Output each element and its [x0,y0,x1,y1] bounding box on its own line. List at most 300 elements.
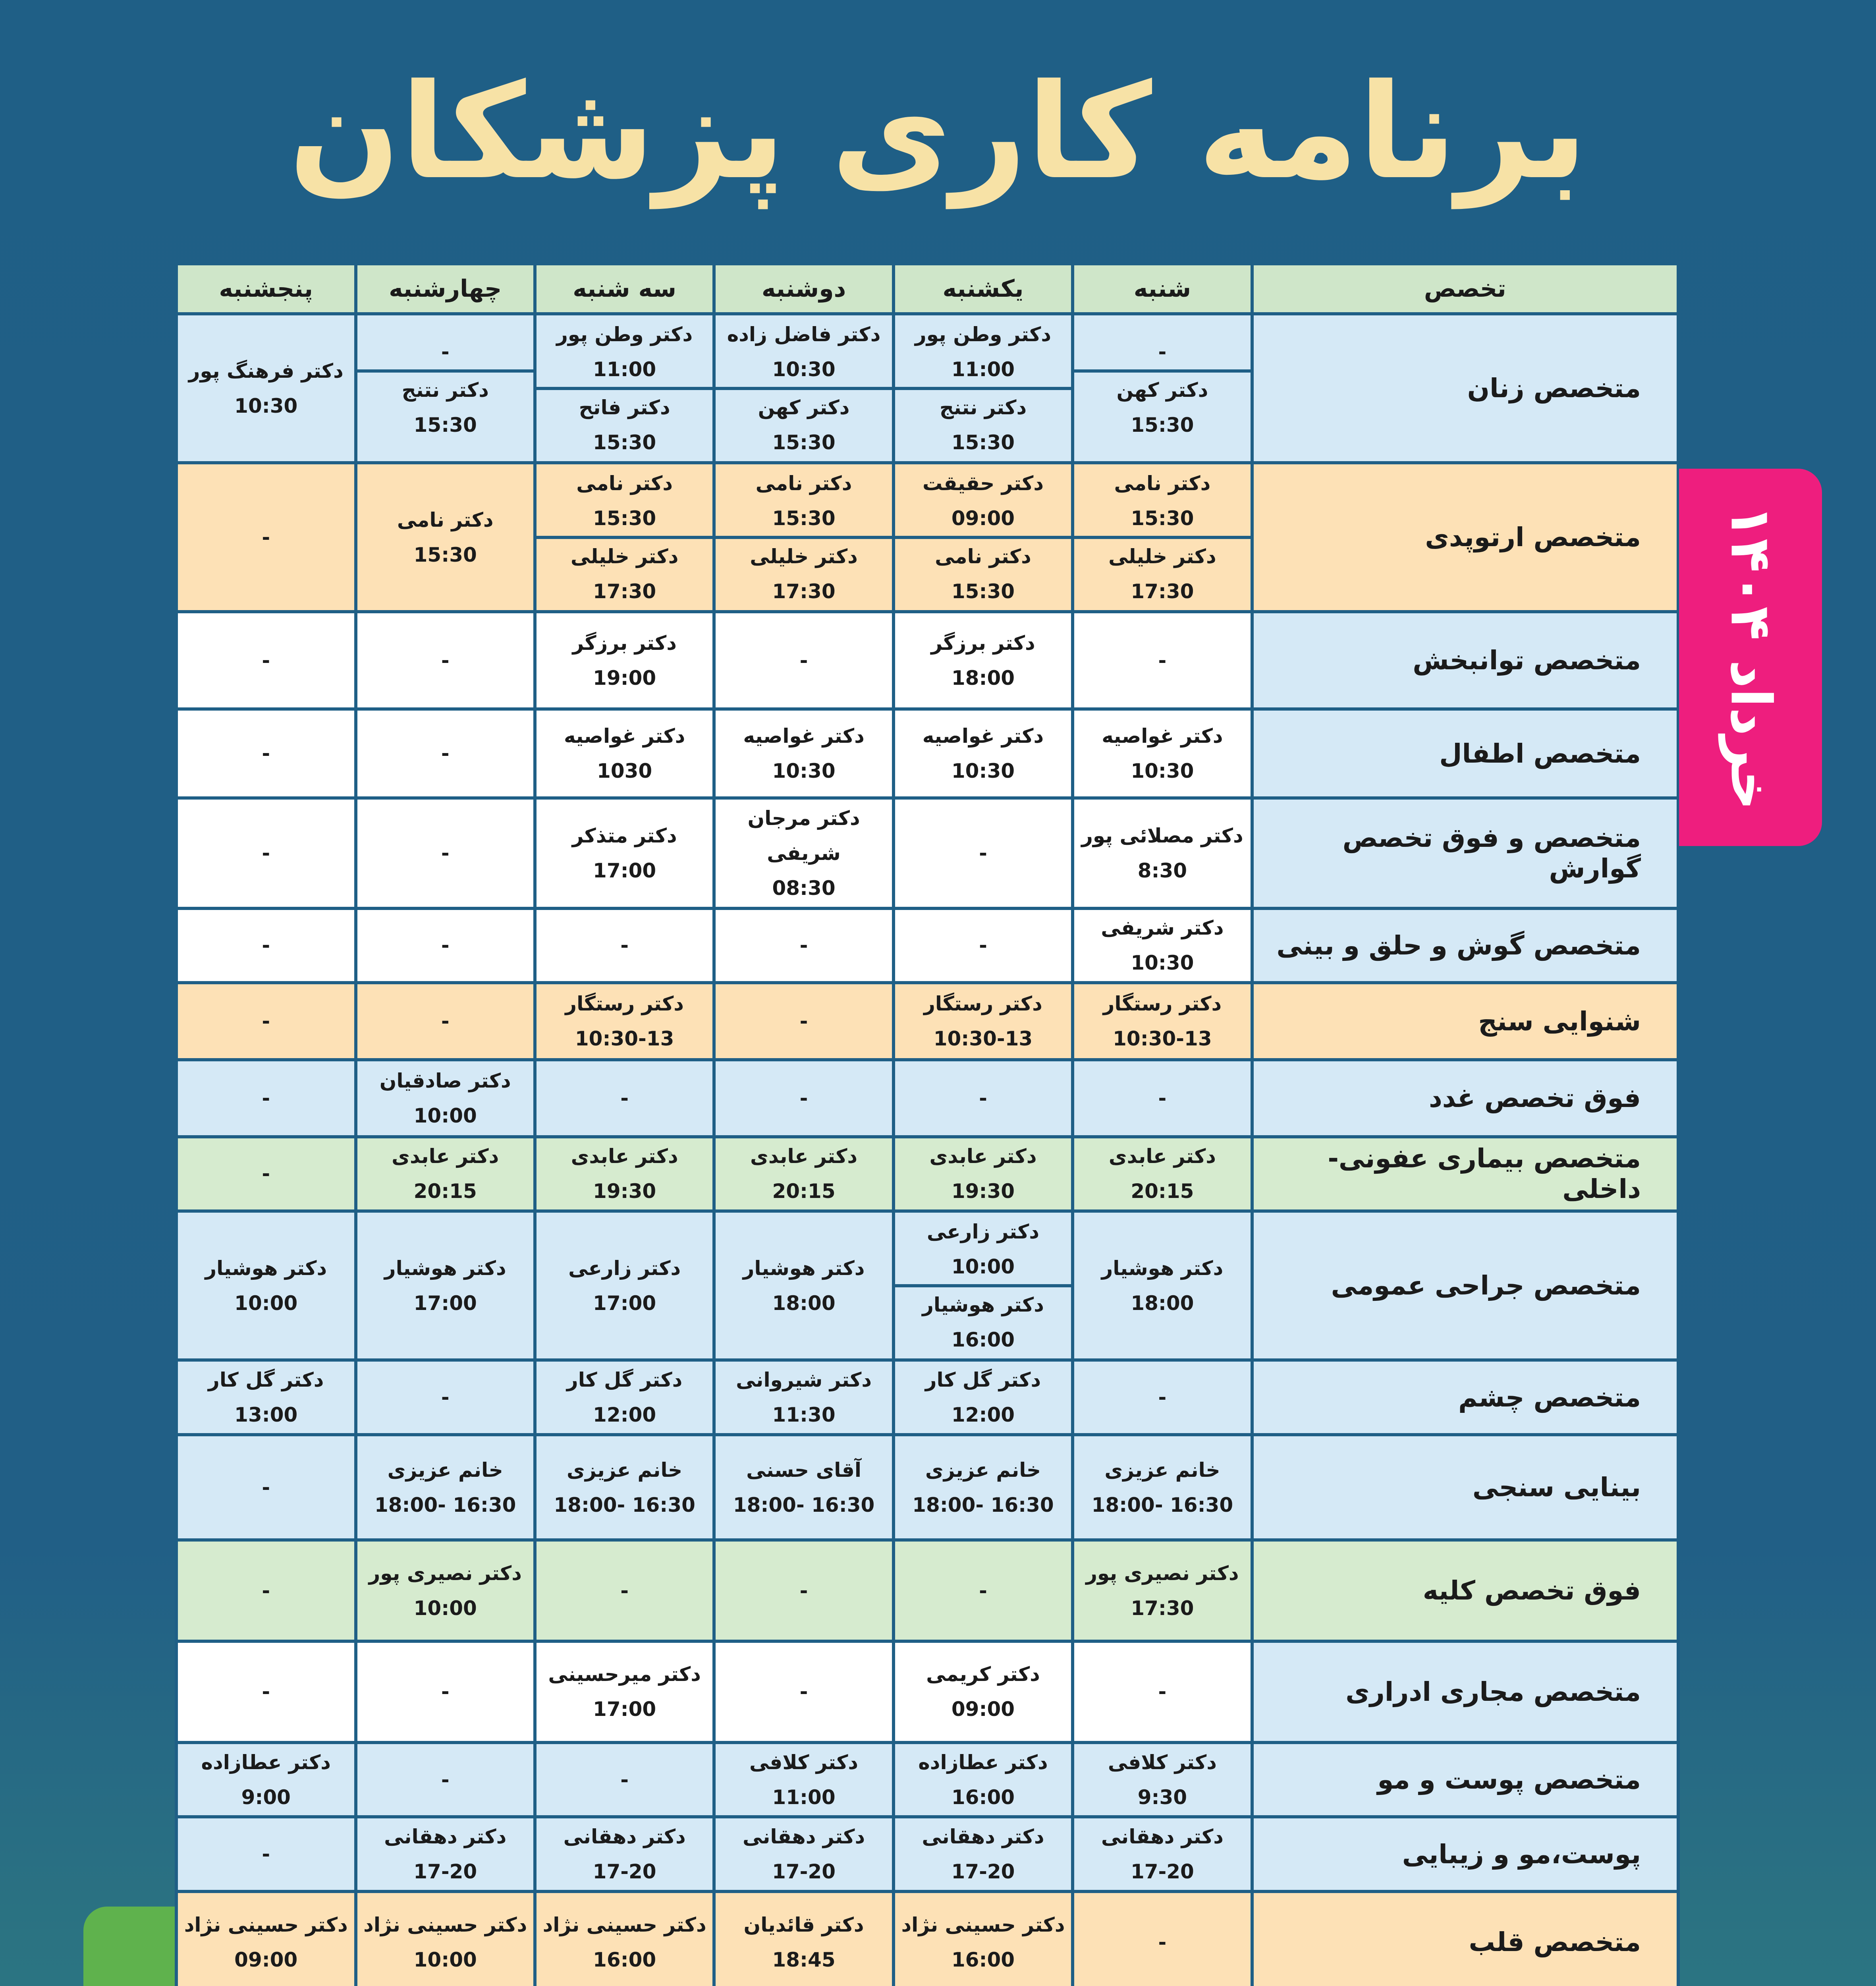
cell-line: دکتر نامی [576,471,673,495]
cell-line: - [262,649,270,672]
cell-line: خانم عزیزی [925,1458,1041,1482]
cell-line: 15:30 [1131,413,1194,437]
day-cell [894,1540,1073,1641]
day-cell [176,1641,356,1743]
header-row [176,264,1678,314]
day-cell [535,1743,714,1817]
day-cell [714,1435,893,1540]
cell-line: 16:00 [593,1948,656,1971]
cell-line: 10:30 [1131,759,1194,783]
cell-line: - [979,1086,987,1110]
cell-line: 17-20 [772,1860,836,1884]
cell-line: 17:30 [772,580,836,603]
day-cell [176,612,356,709]
day-cell [1073,908,1252,983]
cell-line: 15:30 [772,431,836,454]
day-cell [714,908,893,983]
day-cell [535,1540,714,1641]
cell-line: دکتر رستگار [924,992,1042,1016]
cell-line: - [979,934,987,957]
specialty-cell: متخصص توانبخش [1252,612,1678,709]
cell-line: دکتر غواصیه [743,724,865,748]
day-cell [894,709,1073,798]
cell-line: 10:00 [413,1596,477,1620]
cell-line: 16:00 [951,1328,1015,1351]
cell-line: 16:30 -18:00 [1091,1493,1233,1517]
cell-line: دکتر کریمی [926,1663,1040,1686]
specialty-cell: متخصص بیماری عفونی- داخلی [1252,1137,1678,1211]
cell-line: - [441,649,450,672]
cell-line: دکتر دهقانی [384,1825,507,1849]
cell-line: دکتر عابدی [750,1145,858,1168]
schedule-row [176,1060,1678,1137]
cell-line: - [799,934,808,957]
cell-line: دکتر رستگار [565,992,684,1016]
day-cell [356,1211,535,1360]
cell-line: دکتر شریفی [1101,916,1224,940]
day-cell [894,463,1073,612]
day-cell [176,983,356,1060]
specialty-cell: متخصص پوست و مو [1252,1743,1678,1817]
day-cell [535,709,714,798]
day-cell [356,983,535,1060]
cell-line: دکتر دهقانی [922,1825,1044,1849]
cell-line: - [262,1162,270,1186]
day-cell [176,1540,356,1641]
cell-line: 19:30 [593,1180,656,1203]
day-cell [176,908,356,983]
day-cell [894,1060,1073,1137]
cell-line: - [799,1680,808,1704]
cell-line: - [441,340,450,363]
cell-line: 11:00 [772,1785,836,1809]
day-cell [894,1435,1073,1540]
day-cell [1073,1060,1252,1137]
cell-line: 10:30 [772,357,836,381]
day-cell [356,709,535,798]
cell-line: 17-20 [951,1860,1015,1884]
cell-line: دکتر خلیلی [1074,536,1250,574]
cell-line: 16:30 -18:00 [733,1493,875,1517]
cell-line: آقای حسنی [746,1458,861,1482]
cell-line: دکتر حسینی نژاد [363,1913,527,1936]
cell-line: - [799,1010,808,1033]
cell-line: 15:30 [772,506,836,530]
cell-line: - [620,934,629,957]
cell-line: دکتر نتنج [895,387,1071,425]
schedule-row [176,314,1678,463]
cell-line: - [441,742,450,765]
cell-line: - [979,1579,987,1602]
cell-line: 18:00 [772,1291,836,1315]
day-cell [894,983,1073,1060]
day-cell [535,908,714,983]
cell-line: 9:00 [241,1785,291,1809]
schedule-row [176,463,1678,612]
day-cell [1073,463,1252,612]
schedule-row [176,1435,1678,1540]
specialty-cell: فوق تخصص غدد [1252,1060,1678,1137]
cell-line: دکتر غواصیه [564,724,685,748]
cell-line: دکتر حسینی نژاد [542,1913,706,1936]
cell-line: - [262,525,270,549]
day-cell [1073,1817,1252,1891]
cell-line: 19:30 [951,1180,1015,1203]
day-cell [1073,1211,1252,1360]
cell-line: 12:00 [951,1403,1015,1427]
day-cell [714,612,893,709]
cell-line: دکتر فاتح [537,387,712,425]
cell-line: دکتر عابدی [571,1145,678,1168]
cell-line: خانم عزیزی [1104,1458,1220,1482]
cell-line: - [799,649,808,672]
cell-line: دکتر کهن [716,387,892,425]
day-cell [535,1435,714,1540]
cell-line: دکتر رستگار [1103,992,1222,1016]
cell-line: 16:30 -18:00 [912,1493,1054,1517]
cell-line: 18:45 [772,1948,836,1971]
cell-line: دکتر گل کار [925,1368,1041,1392]
day-cell [176,1060,356,1137]
schedule-row [176,1137,1678,1211]
day-cell [356,1891,535,1986]
day-cell [1073,612,1252,709]
day-cell [894,1641,1073,1743]
cell-line: - [262,1476,270,1499]
day-cell [714,1817,893,1891]
cell-line: 19:00 [593,666,656,690]
day-cell [535,1211,714,1360]
day-cell [535,1360,714,1435]
cell-line: 15:30 [593,431,656,454]
header-day: یکشنبه [894,264,1073,314]
cell-line: - [799,1086,808,1110]
cell-line: - [441,934,450,957]
cell-line: دکتر زارعی 17:00 [568,1256,681,1315]
cell-line: دکتر هوشیار [205,1256,327,1280]
cell-line: دکتر برزگر [572,631,677,655]
cell-line: دکتر هوشیار [1101,1256,1224,1280]
day-cell [535,983,714,1060]
cell-line: - [262,742,270,765]
cell-line: 20:15 [1131,1180,1194,1203]
day-cell [535,1817,714,1891]
day-cell [714,1211,893,1360]
schedule-row [176,1540,1678,1641]
cell-line: - [441,1386,450,1409]
day-cell [894,1137,1073,1211]
header-day: دوشنبه [714,264,893,314]
cell-line: دکتر مرجان شریفی [747,807,860,865]
day-cell [1073,983,1252,1060]
day-cell [176,1137,356,1211]
schedule-row [176,798,1678,908]
cell-line: - [620,1579,629,1602]
cell-line: دکتر غواصیه [922,724,1044,748]
day-cell [1073,1137,1252,1211]
schedule-row [176,1743,1678,1817]
cell-line: 08:30 [772,877,836,900]
day-cell [356,612,535,709]
day-cell [894,1891,1073,1986]
cell-line: - [262,1010,270,1033]
day-cell [176,709,356,798]
cell-line: 09:00 [951,1698,1015,1721]
cell-line: - [1158,1086,1167,1110]
cell-line: 11:30 [772,1403,836,1427]
specialty-cell: متخصص قلب [1252,1891,1678,1986]
cell-line: 15:30 [593,506,656,530]
cell-line: 09:00 [951,506,1015,530]
day-cell [356,1435,535,1540]
day-cell [714,1743,893,1817]
header-day: شنبه [1073,264,1252,314]
cell-line: دکتر حسینی نژاد [184,1913,348,1936]
day-cell [356,1540,535,1641]
cell-line: دکتر حسینی نژاد [901,1913,1065,1936]
cell-line: 17:00 [593,859,656,883]
cell-line: - [1158,1930,1167,1954]
day-cell [176,1817,356,1891]
day-cell [356,908,535,983]
day-cell [356,1817,535,1891]
day-cell [894,798,1073,908]
day-cell [714,1060,893,1137]
header-day: پنجشنبه [176,264,356,314]
day-cell [714,1891,893,1986]
specialty-cell: متخصص جراحی عمومی [1252,1211,1678,1360]
day-cell [535,1060,714,1137]
day-cell [356,1360,535,1435]
cell-line: دکتر نامی [895,536,1071,574]
cell-line: 9:30 [1137,1785,1187,1809]
day-cell [1073,1540,1252,1641]
day-cell [894,314,1073,463]
cell-line: دکتر متذکر [572,824,677,848]
cell-line: 17:00 [413,1291,477,1315]
page-title: برنامه کاری پزشکان [288,56,1588,208]
cell-line: 15:30 [951,431,1015,454]
cell-line: دکتر نصیری پور [1086,1561,1239,1585]
cell-line: - [620,1768,629,1791]
cell-line: دکتر هوشیار [384,1256,506,1280]
day-cell [176,1360,356,1435]
cell-line: دکتر خلیلی [716,536,892,574]
specialty-cell: شنوایی سنج [1252,983,1678,1060]
cell-line: خانم عزیزی [567,1458,683,1482]
cell-line: دکتر وطن پور [556,323,693,346]
cell-line: 10:00 [234,1291,298,1315]
day-cell [535,1891,714,1986]
day-cell [535,463,714,612]
cell-line: 11:00 [951,357,1015,381]
specialty-cell: متخصص ارتوپدی [1252,463,1678,612]
day-cell [356,1743,535,1817]
specialty-cell: متخصص مجاری ادراری [1252,1641,1678,1743]
cell-line: دکتر هوشیار [743,1256,865,1280]
cell-line: 15:30 [951,580,1015,603]
cell-line: 20:15 [413,1180,477,1203]
cell-line: دکتر هوشیار [895,1284,1071,1322]
day-cell [1073,1360,1252,1435]
cell-line: دکتر نتنج [357,369,533,408]
day-cell [1073,709,1252,798]
cell-line: - [262,1843,270,1866]
day-cell [1073,1891,1252,1986]
cell-line: دکتر نصیری پور [369,1561,522,1585]
day-cell [1073,1641,1252,1743]
day-cell [356,1060,535,1137]
cell-line: 17-20 [413,1860,477,1884]
cell-line: 09:00 [234,1948,298,1971]
cell-line: 18:00 [951,666,1015,690]
specialty-cell: متخصص زنان [1252,314,1678,463]
cell-line: دکتر قائدیان [743,1913,864,1936]
cell-line: دکتر دهقانی [563,1825,686,1849]
day-cell [714,463,893,612]
cell-line: - [441,842,450,865]
day-cell [714,983,893,1060]
cell-line: - [1158,340,1167,363]
schedule-row [176,908,1678,983]
cell-line: 15:30 [1131,506,1194,530]
cell-line: 17:00 [593,1698,656,1721]
cell-line: 10:30-13 [1113,1027,1212,1051]
day-cell [535,1137,714,1211]
cell-line: دکتر عابدی [929,1145,1037,1168]
day-cell [176,1743,356,1817]
cell-line: دکتر زارعی 10:00 [926,1220,1040,1278]
cell-line: دکتر عابدی [1108,1145,1216,1168]
cell-line: دکتر نامی [755,471,852,495]
schedule-row [176,1817,1678,1891]
cell-line: دکتر نامی [397,508,494,531]
cell-line: 16:30 -18:00 [374,1493,516,1517]
cell-line: 17-20 [593,1860,656,1884]
cell-line: 10:30-13 [933,1027,1033,1051]
cell-line: - [1158,1680,1167,1704]
cell-line: - [620,1086,629,1110]
cell-line: دکتر عطازاده [918,1750,1048,1774]
day-cell [894,908,1073,983]
cell-line: - [441,1680,450,1704]
cell-line: 17-20 [1130,1860,1194,1884]
cell-line: دکتر کلافی [749,1750,859,1774]
specialty-cell: متخصص اطفال [1252,709,1678,798]
cell-line: - [441,1010,450,1033]
day-cell [356,463,535,612]
day-cell [535,612,714,709]
cell-line: 12:00 [593,1403,656,1427]
cell-line: دکتر دهقانی [743,1825,865,1849]
cell-line: 17:30 [593,580,656,603]
day-cell [1073,314,1252,463]
cell-line: 8:30 [1137,859,1187,883]
cell-line: 15:30 [413,543,477,566]
day-cell [176,1435,356,1540]
day-cell [1073,1435,1252,1540]
cell-line: - [1158,1386,1167,1409]
cell-line: دکتر شیروانی [736,1368,872,1392]
cell-line: - [799,1579,808,1602]
schedule-row [176,709,1678,798]
cell-line: دکتر فرهنگ پور [188,359,344,383]
cell-line: 10:30 [772,759,836,783]
cell-line: - [262,934,270,957]
cell-line: دکتر مصلائی پور [1081,824,1243,848]
cell-line: دکتر میرحسینی [548,1663,701,1686]
schedule-table [175,262,1680,1986]
cell-line: 10:30 [234,394,298,417]
cell-line: دکتر حقیقت [922,471,1044,495]
cell-line: دکتر فاضل زاده [727,323,881,346]
specialty-cell: پوست،مو و زیبایی [1252,1817,1678,1891]
specialty-cell: متخصص و فوق تخصص گوارش [1252,798,1678,908]
day-cell [356,1137,535,1211]
cell-line: 1030 [597,759,652,783]
cell-line: - [262,1086,270,1110]
cell-line: 10:30-13 [575,1027,674,1051]
day-cell [176,798,356,908]
specialty-cell: متخصص چشم [1252,1360,1678,1435]
cell-line: - [262,1680,270,1704]
cell-line: دکتر کهن [1074,369,1250,408]
cell-line: 15:30 [413,413,477,437]
day-cell [894,1211,1073,1360]
day-cell [714,709,893,798]
cell-line: دکتر نامی [1114,471,1211,495]
day-cell [1073,798,1252,908]
header-specialty: تخصص [1252,264,1678,314]
specialty-cell: فوق تخصص کلیه [1252,1540,1678,1641]
cell-line: 10:00 [413,1104,477,1127]
day-cell [894,612,1073,709]
schedule-row [176,1211,1678,1360]
cell-line: دکتر گل کار [566,1368,683,1392]
specialty-cell: متخصص گوش و حلق و بینی [1252,908,1678,983]
cell-line: 16:00 [951,1948,1015,1971]
day-cell [714,1641,893,1743]
day-cell [714,1137,893,1211]
specialty-cell: بینایی سنجی [1252,1435,1678,1540]
day-cell [894,1817,1073,1891]
day-cell [356,798,535,908]
cell-line: دکتر عطازاده [201,1750,331,1774]
cell-line: دکتر غواصیه [1102,724,1223,748]
day-cell [535,1641,714,1743]
day-cell [714,1360,893,1435]
cell-line: 10:30 [1131,951,1194,975]
cell-line: 10:30 [951,759,1015,783]
schedule-row [176,1641,1678,1743]
cell-line: دکتر عابدی [392,1145,499,1168]
schedule-row [176,612,1678,709]
schedule-row [176,983,1678,1060]
cell-line: 13:00 [234,1403,298,1427]
header-day: سه شنبه [535,264,714,314]
day-cell [714,798,893,908]
day-cell [356,314,535,463]
cell-line: 11:00 [593,357,656,381]
day-cell [176,1891,356,1986]
cell-line: - [262,1579,270,1602]
cell-line: 10:00 [413,1948,477,1971]
day-cell [1073,1743,1252,1817]
cell-line: 16:00 [951,1785,1015,1809]
header-day: چهارشنبه [356,264,535,314]
cell-line: 16:30 -18:00 [554,1493,695,1517]
cell-line: دکتر کلافی [1108,1750,1217,1774]
